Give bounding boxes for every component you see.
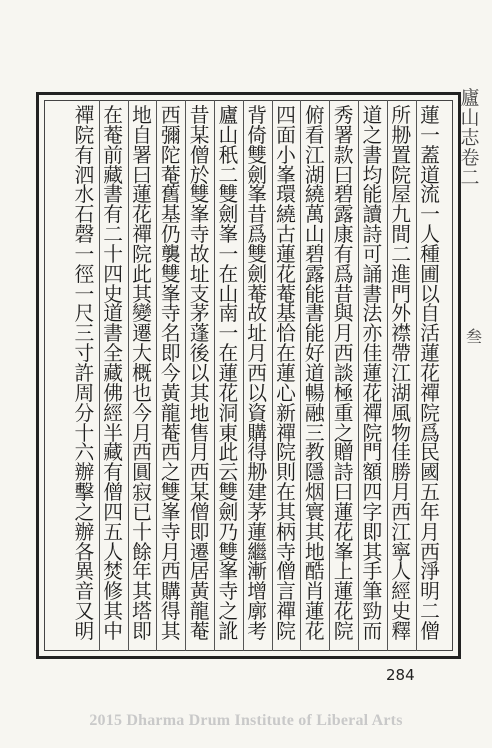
column-rule xyxy=(128,100,129,651)
text-column: 四面小峯環繞古蓮花菴基恰在蓮心新禪院則在其柄寺僧言禪院 xyxy=(276,104,296,643)
column-rule xyxy=(300,100,301,651)
column-rule xyxy=(214,100,215,651)
watermark: 2015 Dharma Drum Institute of Liberal Arts xyxy=(89,712,403,729)
page-number: 284 xyxy=(386,666,415,684)
block-heading: 廬山志 卷二 xyxy=(460,87,486,189)
text-column: 昔某僧於雙峯寺故址支茅蓬後以其地售月西某僧即遷居黃龍菴 xyxy=(189,104,210,643)
text-column: 秀署款曰碧露康有爲昔與月西談極重之贈詩曰蓮花峯上蓮花院 xyxy=(333,104,354,643)
text-column: 西彌陀菴舊基仍襲雙峯寺名即今黃龍菴西之雙峯寺月西購得其 xyxy=(160,104,181,643)
text-column: 蓮一蓋道流一人種圃以自活蓮花禪院爲民國五年月西淨明二僧 xyxy=(420,104,440,643)
text-column: 所刱置院屋九間二進門外襟帶江湖風物佳勝月西江寧人經史釋 xyxy=(391,104,412,643)
column-rule xyxy=(329,100,330,651)
text-column: 道之書均能讀詩可誦書法亦佳蓮花禪院門額四字即其手筆勁而 xyxy=(362,104,383,643)
edge-mark: 叁 xyxy=(465,327,482,346)
column-rule xyxy=(156,100,157,651)
text-column: 背倚雙劍峯昔爲雙劍菴故址月西以資購得刱建茅蓮繼漸增廓考 xyxy=(247,104,268,643)
text-column: 禪院有泗水石磬一徑一尺三寸許周分十六辦擊之辦各異音又明 xyxy=(74,104,95,643)
text-column: 俯看江湖繞萬山碧露能書能好道暢融三教隱烟寰其地酷肖蓮花 xyxy=(304,104,325,643)
column-rule xyxy=(358,100,359,651)
text-column: 地自署曰蓮花禪院此其變遷大概也今月西圓寂已十餘年其塔即 xyxy=(132,104,152,643)
column-rule xyxy=(272,100,273,651)
column-rule xyxy=(243,100,244,651)
text-column: 在菴前藏書有二十四史道書全藏佛經半藏有僧四五人焚修其中 xyxy=(103,104,124,643)
column-rule xyxy=(185,100,186,651)
column-rule xyxy=(387,100,388,651)
text-column: 廬山秖二雙劍峯一在山南一在蓮花洞東此云雙劍乃雙峯寺之訛 xyxy=(218,104,239,643)
column-rule xyxy=(99,100,100,651)
column-rule xyxy=(416,100,417,651)
